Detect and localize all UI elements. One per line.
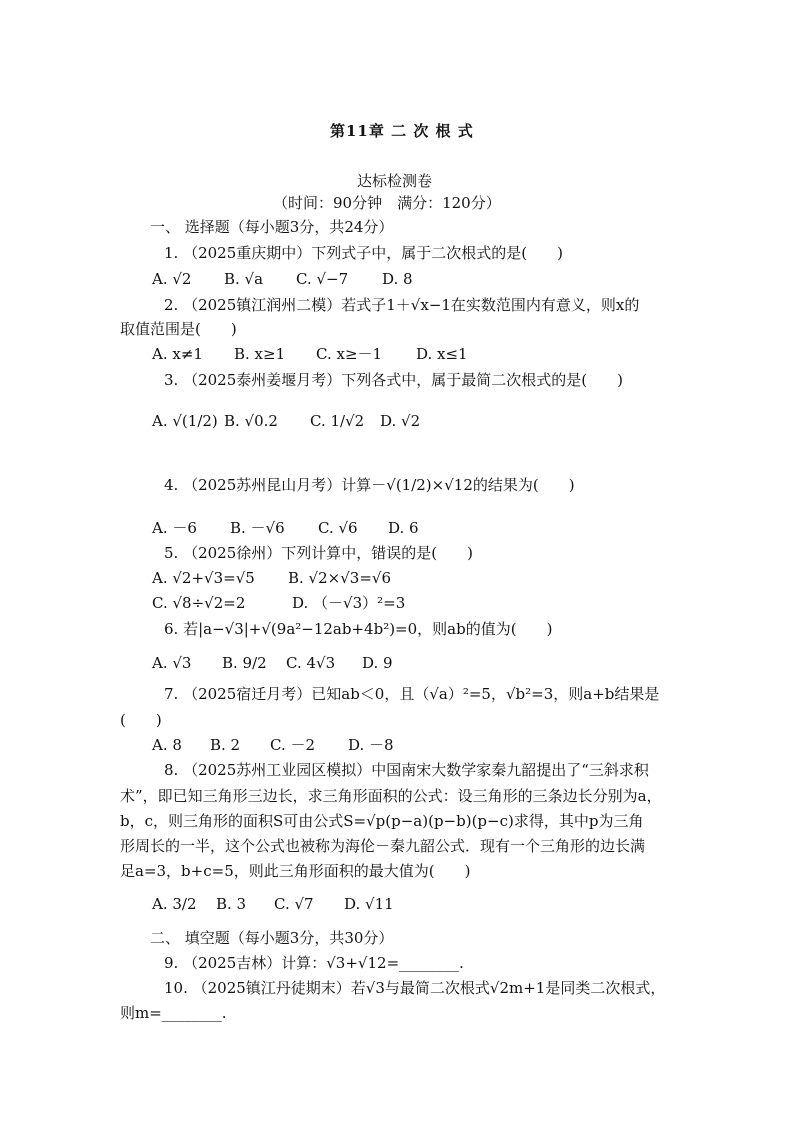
- question-7-stem-cont: ( ): [120, 711, 162, 729]
- question-2-options: [152, 343, 468, 365]
- question-7-options: [152, 734, 394, 756]
- q5-option-b[interactable]: B. √2×√3=√6: [288, 569, 392, 587]
- question-6-options: [152, 652, 393, 674]
- question-3-stem: 3. （2025泰州姜堰月考）下列各式中，属于最简二次根式的是( ): [164, 371, 623, 389]
- q2-option-b[interactable]: B. x≥1: [234, 345, 286, 363]
- exam-title: 达标检测卷: [357, 172, 433, 190]
- q4-option-c[interactable]: C. √6: [318, 519, 358, 537]
- q6-option-a[interactable]: A. √3: [152, 654, 192, 672]
- section-heading-choice: 一、 选择题（每小题3分，共24分）: [150, 218, 394, 236]
- question-1-options: [152, 268, 413, 290]
- question-8-line-4: 形周长的一半，这个公式也被称为海伦－秦九韶公式．现有一个三角形的边长满: [120, 837, 646, 855]
- question-8-line-3: b，c，则三角形的面积S可由公式S=√p(p−a)(p−b)(p−c)求得，其中p为三角: [120, 812, 644, 830]
- question-3-options: [152, 410, 420, 432]
- q3-option-c[interactable]: C. 1/√2: [310, 412, 365, 430]
- q7-option-d[interactable]: D. －8: [348, 736, 394, 754]
- question-8-line-5: 足a=3，b+c=5，则此三角形面积的最大值为( ): [120, 862, 471, 880]
- question-4-stem: 4. （2025苏州昆山月考）计算－√(1/2)×√12的结果为( ): [164, 476, 575, 494]
- q5-option-c[interactable]: C. √8÷√2=2: [152, 594, 246, 612]
- q1-option-c[interactable]: C. √−7: [296, 270, 349, 288]
- q5-option-d[interactable]: D. （－√3）²=3: [292, 594, 406, 612]
- question-4-options: [152, 517, 419, 539]
- q8-option-b[interactable]: B. 3: [216, 895, 247, 913]
- q1-option-b[interactable]: B. √a: [224, 270, 264, 288]
- question-8-line-2: 术”，即已知三角形三边长，求三角形面积的公式：设三角形的三条边长分别为a，: [120, 787, 662, 805]
- question-10-stem-cont: 则m=________.: [120, 1004, 227, 1022]
- question-5-options-row2: [152, 592, 405, 614]
- question-10-stem: 10. （2025镇江丹徒期末）若√3与最简二次根式√2m+1是同类二次根式，: [164, 979, 666, 997]
- question-5-stem: 5. （2025徐州）下列计算中，错误的是( ): [164, 544, 473, 562]
- question-1-stem: 1. （2025重庆期中）下列式子中，属于二次根式的是( ): [164, 244, 563, 262]
- q7-option-b[interactable]: B. 2: [210, 736, 241, 754]
- q1-option-a[interactable]: A. √2: [152, 270, 192, 288]
- q4-option-a[interactable]: A. －6: [152, 519, 197, 537]
- q1-option-d[interactable]: D. 8: [382, 270, 413, 288]
- q6-option-b[interactable]: B. 9/2: [222, 654, 267, 672]
- q6-option-c[interactable]: C. 4√3: [286, 654, 336, 672]
- q8-option-a[interactable]: A. 3/2: [152, 895, 197, 913]
- question-2-stem: 2. （2025镇江润州二模）若式子1＋√x−1在实数范围内有意义，则x的: [164, 296, 640, 314]
- q3-option-d[interactable]: D. √2: [380, 412, 421, 430]
- q7-option-c[interactable]: C. －2: [270, 736, 316, 754]
- question-2-stem-cont: 取值范围是( ): [120, 320, 237, 338]
- q3-option-a[interactable]: A. √(1/2): [152, 412, 218, 430]
- q8-option-c[interactable]: C. √7: [274, 895, 314, 913]
- q2-option-c[interactable]: C. x≥－1: [316, 345, 383, 363]
- q7-option-a[interactable]: A. 8: [152, 736, 182, 754]
- chapter-title: 第11章 二 次 根 式: [330, 122, 474, 140]
- question-7-stem: 7. （2025宿迁月考）已知ab＜0，且（√a）²=5，√b²=3，则a+b结果是: [164, 685, 660, 703]
- q2-option-d[interactable]: D. x≤1: [416, 345, 468, 363]
- question-9-stem: 9. （2025吉林）计算：√3+√12=________.: [164, 954, 464, 972]
- question-5-options-row1: [152, 567, 391, 589]
- section-heading-fill: 二、 填空题（每小题3分，共30分）: [150, 929, 394, 947]
- q8-option-d[interactable]: D. √11: [344, 895, 394, 913]
- q4-option-d[interactable]: D. 6: [388, 519, 419, 537]
- q2-option-a[interactable]: A. x≠1: [152, 345, 203, 363]
- q6-option-d[interactable]: D. 9: [362, 654, 393, 672]
- question-8-line-1: 8. （2025苏州工业园区模拟）中国南宋大数学家秦九韶提出了“三斜求积: [164, 761, 649, 779]
- exam-info: （时间：90分钟 满分：120分）: [273, 194, 501, 212]
- question-6-stem: 6. 若|a−√3|+√(9a²−12ab+4b²)=0，则ab的值为( ): [164, 620, 553, 638]
- q3-option-b[interactable]: B. √0.2: [224, 412, 278, 430]
- question-8-options: [152, 893, 394, 915]
- q4-option-b[interactable]: B. －√6: [230, 519, 285, 537]
- q5-option-a[interactable]: A. √2+√3=√5: [152, 569, 255, 587]
